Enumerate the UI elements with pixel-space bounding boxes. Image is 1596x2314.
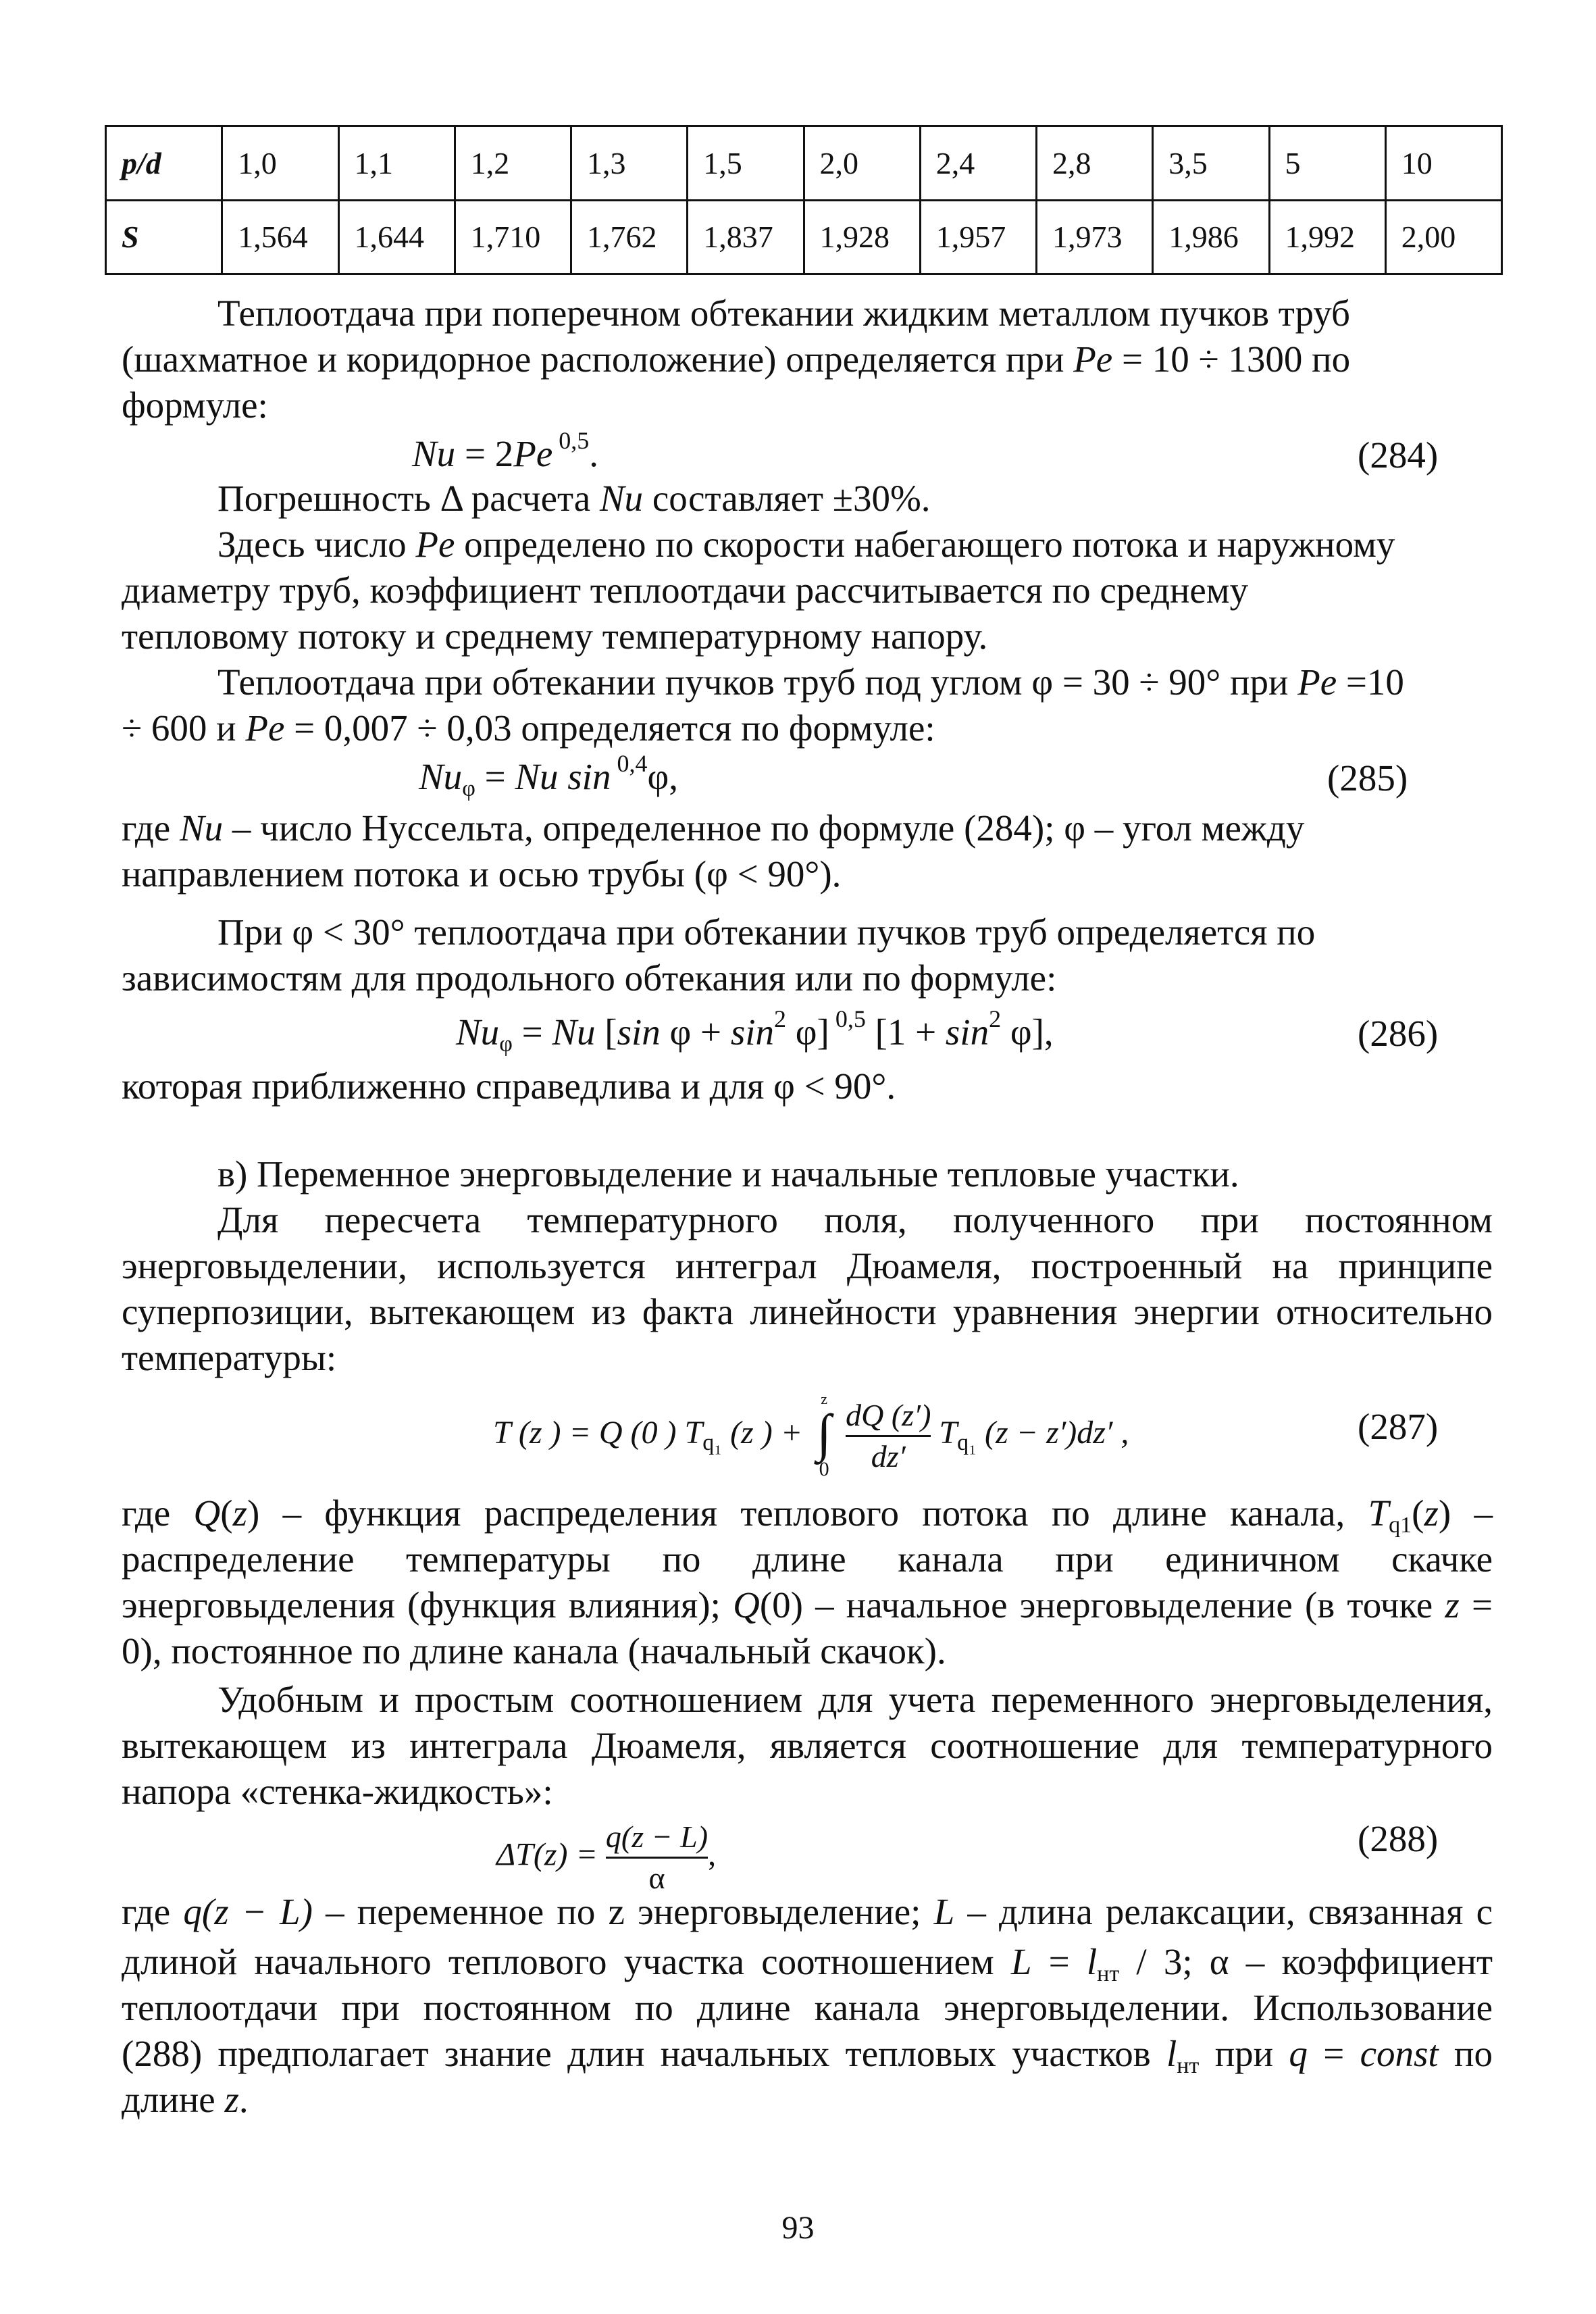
fraction: $\frac{dQ (z')}{dz'}$	[846, 1396, 931, 1476]
table-header-cell: p/d	[106, 126, 222, 201]
equation-288: ΔT(z) = $\frac{q(z - L)}{\alpha}$ ,	[496, 1817, 716, 1898]
table-row	[106, 126, 1502, 201]
table-cell: 1,644	[338, 200, 455, 274]
table-cell: 1,564	[222, 200, 338, 274]
text-line: Теплоотдача при обтекании пучков труб под углом φ = 30 ÷ 90° при Pe =10	[217, 661, 1404, 703]
table-cell: 1,0	[222, 126, 338, 201]
pd-s-table	[105, 125, 1503, 275]
table-cell: 1,957	[920, 200, 1036, 274]
table-cell: 1,992	[1269, 200, 1385, 274]
integral-sign: z ∫ 0	[817, 1390, 831, 1480]
table-cell: 1,1	[338, 126, 455, 201]
table-cell: 2,4	[920, 126, 1036, 201]
table-cell: 1,762	[571, 200, 688, 274]
text-line: вытекающем из интеграла Дюамеля, является соотношение для температурного	[122, 1725, 1493, 1766]
table-cell: 1,5	[688, 126, 804, 201]
text-line: энерговыделения (функция влияния); Q(0) – начальное энерговыделение (в точке z =	[122, 1584, 1493, 1626]
text-line: зависимостям для продольного обтекания или по формуле:	[122, 957, 1057, 999]
text-line: напора «стенка-жидкость»:	[122, 1771, 553, 1812]
table-row	[106, 200, 1502, 274]
table-cell: 5	[1269, 126, 1385, 201]
table-cell: 1,710	[455, 200, 571, 274]
text-line: распределение температуры по длине канала при единичном скачке	[122, 1538, 1493, 1580]
text-line: которая приближенно справедлива и для φ < 90°.	[122, 1065, 896, 1107]
equation-number: (285)	[1327, 757, 1408, 799]
table-cell: 1,2	[455, 126, 571, 201]
fraction: $\frac{q(z - L)}{\alpha}$	[606, 1817, 708, 1898]
text-line: длине z.	[122, 2079, 249, 2120]
text-line: направлением потока и осью трубы (φ < 90°).	[122, 853, 842, 895]
text-line: суперпозиции, вытекающем из факта линейности уравнения энергии относительно	[122, 1291, 1493, 1332]
equation-number: (288)	[1358, 1818, 1439, 1859]
text-line: ÷ 600 и Pe = 0,007 ÷ 0,03 определяется по формуле:	[122, 707, 935, 749]
table-cell: 1,928	[804, 200, 920, 274]
equation-number: (286)	[1358, 1013, 1439, 1054]
text-line: (288) предполагает знание длин начальных тепловых участков $l_{нт}$ при q = const по	[122, 2033, 1493, 2078]
text-line: где Q(z) – функция распределения теплового потока по длине канала, $T_{q1}(z)$ –	[122, 1492, 1493, 1538]
text-line: тепловому потоку и среднему температурному напору.	[122, 615, 988, 657]
text-line: Для пересчета температурного поля, полученного при постоянном	[217, 1199, 1493, 1240]
table-cell: 10	[1385, 126, 1501, 201]
text-line: Теплоотдача при поперечном обтекании жидким металлом пучков труб	[217, 293, 1351, 334]
text-line: формуле:	[122, 384, 268, 426]
table-cell: 2,8	[1037, 126, 1153, 201]
text-line: диаметру труб, коэффициент теплоотдачи рассчитывается по среднему	[122, 570, 1249, 611]
text-line: длиной начального теплового участка соотношением $L = l_{нт} / 3$; α – коэффициент	[122, 1941, 1493, 1986]
equation-number: (284)	[1358, 434, 1439, 476]
text-line: температуры:	[122, 1337, 337, 1378]
text-line: где Nu – число Нуссельта, определенное по формуле (284); φ – угол между	[122, 807, 1305, 849]
section-heading: в) Переменное энерговыделение и начальные тепловые участки.	[217, 1153, 1239, 1194]
text-line: теплоотдачи при постоянном по длине канала энерговыделении. Использование	[122, 1987, 1493, 2028]
table-cell: 1,3	[571, 126, 688, 201]
table-cell: 2,00	[1385, 200, 1501, 274]
text-line: 0), постоянное по длине канала (начальный скачок).	[122, 1630, 946, 1671]
equation-284: Nu = 2Pe $^{0,5}$.	[412, 427, 598, 474]
text-line: Здесь число Pe определено по скорости набегающего потока и наружному	[217, 524, 1395, 565]
table-cell: 1,837	[688, 200, 804, 274]
table-cell: 3,5	[1153, 126, 1269, 201]
equation-287: T (z ) = Q (0 ) $T_{q_1}$ (z ) + z ∫ 0 $\frac{dQ (z')}{dz'}$ $T_{q_1}$ (z − z′)dz′ ,	[493, 1390, 1129, 1480]
equation-286: $Nu_\varphi = Nu$ [sin $\varphi + \sin^2 \varphi$] $^{0,5}$ $[1 + \sin^2 \varphi]$,	[456, 1005, 1054, 1057]
text-line: Удобным и простым соотношением для учета переменного энерговыделения,	[217, 1679, 1493, 1720]
table-cell: 2,0	[804, 126, 920, 201]
text-line: где q(z − L) – переменное по z энерговыделение; L – длина релаксации, связанная с	[122, 1891, 1493, 1932]
equation-number: (287)	[1358, 1406, 1439, 1447]
text-line: Погрешность Δ расчета Nu составляет ±30%.	[217, 478, 931, 519]
text-line: При φ < 30° теплоотдача при обтекании пучков труб определяется по	[217, 911, 1316, 953]
page-number: 93	[781, 2210, 815, 2246]
text-line: энерговыделении, используется интеграл Дюамеля, построенный на принципе	[122, 1245, 1493, 1286]
table-header-cell: S	[106, 200, 222, 274]
equation-285: $Nu_\varphi = Nu$ sin $^{0,4}$φ,	[419, 750, 678, 801]
table-cell: 1,986	[1153, 200, 1269, 274]
text-line: (шахматное и коридорное расположение) определяется при Pe = 10 ÷ 1300 по	[122, 338, 1351, 380]
table-cell: 1,973	[1037, 200, 1153, 274]
